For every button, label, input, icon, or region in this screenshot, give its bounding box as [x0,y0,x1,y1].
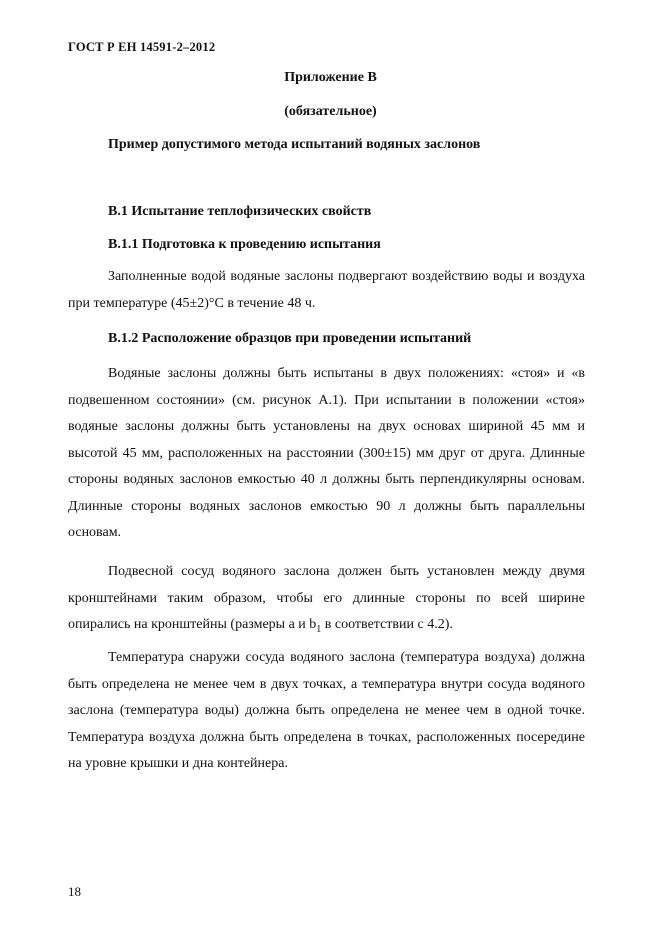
paragraph-b12-suspended [68,559,585,643]
paragraph-b12-positions: Водяные заслоны должны быть испытаны в двух положениях: «стоя» и «в подвешенном состоянии» (см. рисунок А.1). При испытании в положении «стоя» водяные заслоны должны быть установлены на двух основах шириной 45 мм и высотой 45 мм, расположенных на расстоянии (300±15) мм друг от друга. Длинные стороны водяных заслонов емкостью 40 л должны быть перпендикулярны основам. Длинные стороны водяных заслонов емкостью 90 л должны быть параллельны основам. [68,366,585,540]
section-heading-b12: В.1.2 Расположение образцов при проведении испытаний [108,331,472,346]
section-heading-b11: В.1.1 Подготовка к проведению испытания [108,237,381,252]
page-number: 18 [68,884,81,899]
appendix-status: (обязательное) [284,104,377,119]
paragraph-b11: Заполненные водой водяные заслоны подвергают воздействию воды и воздуха при температуре (45±2)°С в течение 48 ч. [68,269,585,311]
section-heading-b1: В.1 Испытание теплофизических свойств [108,204,372,219]
paragraph-text: Подвесной сосуд водяного заслона должен быть установлен между двумя кронштейнами таким образом, чтобы его длинные стороны по всей ширине опирались на кронштейны (размеры a и b [68,564,585,632]
document-id: ГОСТ Р ЕН 14591-2–2012 [68,40,216,54]
appendix-subtitle: Пример допустимого метода испытаний водяных заслонов [108,137,481,152]
paragraph-b12-temperature: Температура снаружи сосуда водяного заслона (температура воздуха) должна быть определена не менее чем в двух точках, а температура внутри сосуда водяного заслона (температура воды) должна быть определена не менее чем в одной точке. Температура воздуха должна быть определена в точках, расположенных посередине на уровне крышки и дна контейнера. [68,650,585,771]
subscript-index: 1 [316,623,322,635]
paragraph-text-end: в соответствии с 4.2). [321,617,453,632]
appendix-title: Приложение В [284,70,377,85]
